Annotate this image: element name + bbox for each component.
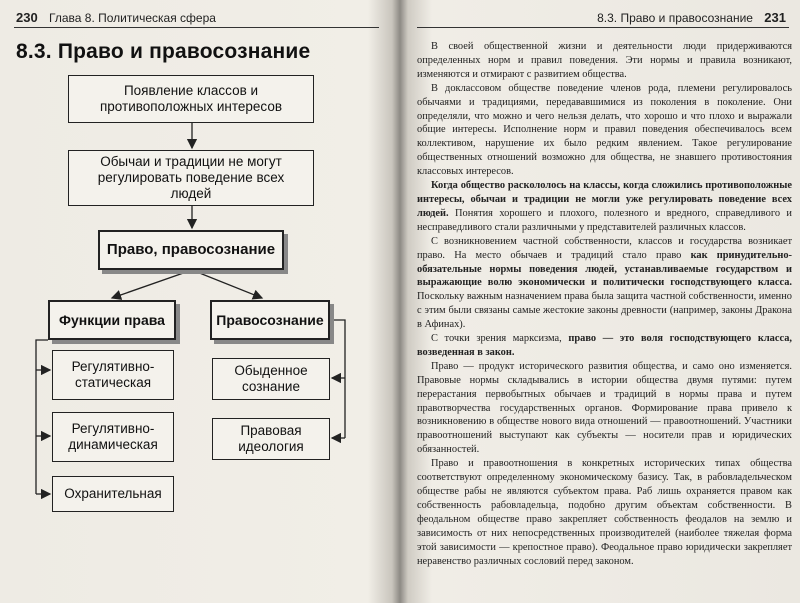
paragraph: [417, 332, 792, 360]
paragraph: [417, 457, 792, 568]
diagram-box-classes: Появление классов и противоположных интересов: [68, 75, 314, 123]
text-run: Понятия хорошего и плохого, полезного и вредного, справедливого и несправедливого стали различными у представителей различных классов.: [417, 207, 792, 233]
right-page: [405, 0, 800, 603]
bold-text: как принудительно-обязательные нормы поведения людей, устанавливаемые государством и выражающие волю экономически и политически господствующего класса.: [417, 249, 792, 289]
diagram-box-regulative-static: Регулятивно-статическая: [52, 350, 174, 400]
left-page: [0, 0, 395, 603]
paragraph: [417, 40, 792, 82]
paragraph: [417, 82, 792, 179]
diagram-box-customs: Обычаи и традиции не могут регулировать поведение всех людей: [68, 150, 314, 206]
running-head-right-title: 8.3. Право и правосознание: [597, 11, 753, 25]
diagram-box-legal-ideology: Правовая идеология: [212, 418, 330, 460]
section-title: 8.3. Право и правосознание: [16, 40, 311, 63]
diagram-box-legal-awareness: Правосознание: [210, 300, 330, 340]
text-run: С возникновением частной собственности, классов и государства возникает право. На место обычаев и традиций стало право: [417, 235, 792, 261]
diagram-box-protective: Охранительная: [52, 476, 174, 512]
text-run: С точки зрения марксизма,: [431, 333, 569, 345]
bold-text: Когда общество раскололось на классы, когда сложились противоположные интересы, обычаи и традиции не могли уже регулировать поведение всех людей.: [417, 180, 792, 219]
header-rule-right: [417, 27, 789, 28]
running-head-left-title: Глава 8. Политическая сфера: [49, 11, 216, 25]
bold-text: право — это воля господствующего класса, возведенная в закон.: [417, 333, 793, 358]
text-run: В доклассовом обществе поведение членов рода, племени регулировалось обычаями и традициями, передававшимися из поколения в поколение. Они определяли, что можно и чего нельзя делать, что хорошо и что плохо и выражали общие интересы. Исполнение норм и правил поведения обеспечивалось всем коллективом, нарушение их было редким явлением. Такое регулирование общественных отношений возможно для общества, не знавшего противостояния классовых интересов.: [417, 82, 792, 178]
diagram-box-regulative-dynamic: Регулятивно-динамическая: [52, 412, 174, 462]
paragraph: [417, 360, 792, 457]
text-run: Право и правоотношения в конкретных исторических типах общества соответствуют определенному экономическому базису. Так, в рабовладельческом обществе рабы не являются субъектом права. Раб лишь охраняется правом как собственность рабовладельца, подобно другим объектам собственности. В феодальном обществе право закрепляет собственность феодалов на землю и зависимость от них непосредственных производителей (наиболее тяжелая форма этой зависимости — крепостное право). Феодальное право юридически закрепляет неравенство различных сословий перед законом.: [417, 458, 792, 567]
paragraph: [417, 235, 792, 332]
text-run: В своей общественной жизни и деятельности люди придерживаются определенных норм и правил поведения. Эти нормы и правила возникают, изменяются и отмирают с развитием общества.: [417, 41, 792, 80]
page-number-right: 231: [764, 10, 786, 25]
page-number-left: 230: [16, 10, 38, 25]
diagram-box-law: Право, правосознание: [98, 230, 284, 270]
paragraph: [417, 179, 792, 235]
body-text: [417, 40, 792, 568]
diagram-box-law-functions: Функции права: [48, 300, 176, 340]
text-run: Право — продукт исторического развития общества, и само оно изменяется. Правовые нормы складывались в истории общества двумя путями: путем перерастания первобытных обычаев и традиций в нормы права и путем правотворчества государственных органов. Формирование права привело к возникновению в обществе нового вида отношений — правоотношений. Участники правоотношений выступают как субъекты — носители прав и юридических обязанностей.: [417, 360, 792, 456]
diagram-box-everyday-consciousness: Обыденное сознание: [212, 358, 330, 400]
text-run: Поскольку важным назначением права была защита частной собственности, именно с этим были связаны самые жестокие законы древности (например, законы Дракона в Афинах).: [417, 291, 792, 331]
running-head-right: [597, 10, 786, 25]
